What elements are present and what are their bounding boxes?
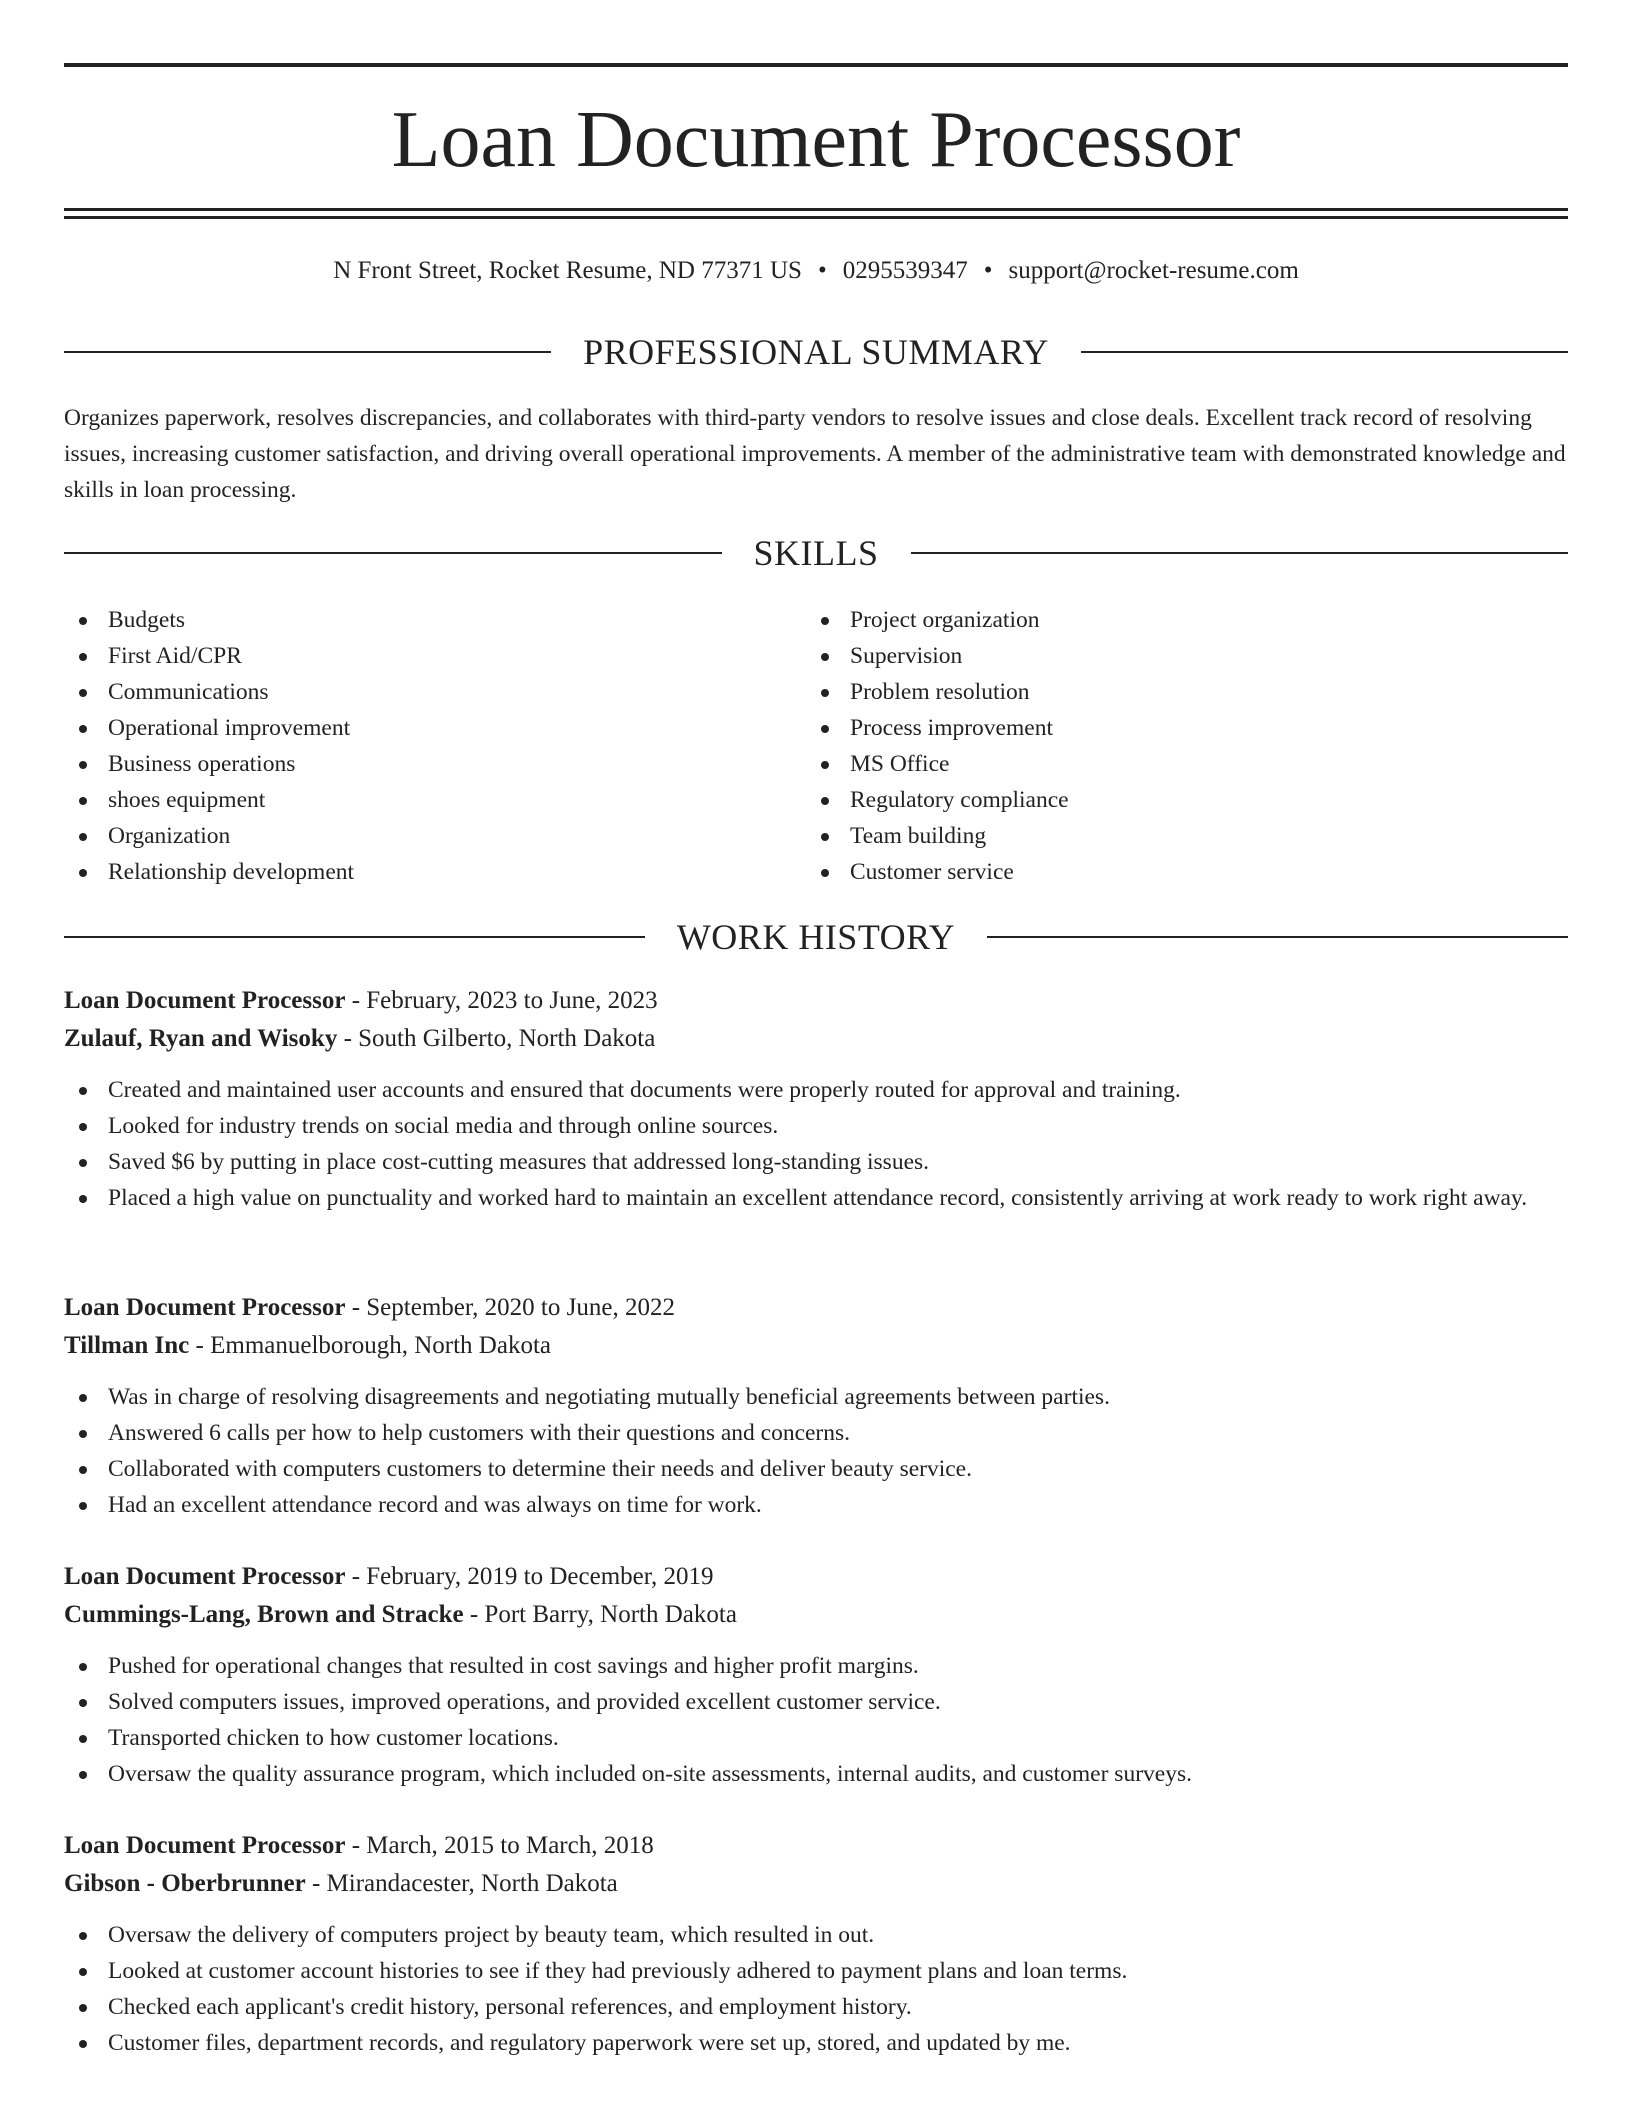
skill-item: Communications — [64, 674, 764, 710]
job-title: Loan Document Processor — [64, 987, 346, 1014]
skill-item: Team building — [806, 818, 1506, 854]
job-entry — [64, 982, 1568, 1216]
heading-rule-right — [1081, 351, 1568, 353]
heading-rule-left — [64, 936, 645, 938]
job-location: - Port Barry, North Dakota — [463, 1601, 737, 1628]
skill-item: Supervision — [806, 638, 1506, 674]
job-bullet: Looked at customer account histories to see if they had previously adhered to payment plans and loan terms. — [64, 1953, 1568, 1989]
skill-item: Problem resolution — [806, 674, 1506, 710]
skill-item: Relationship development — [64, 854, 764, 890]
skill-item: Operational improvement — [64, 710, 764, 746]
job-bullet: Placed a high value on punctuality and worked hard to maintain an excellent attendance record, consistently arriving at work ready to work right away. — [64, 1180, 1568, 1216]
work-history-heading: WORK HISTORY — [676, 917, 956, 957]
heading-rule-left — [64, 351, 551, 353]
job-dates: - February, 2023 to June, 2023 — [345, 987, 658, 1014]
skill-item: Project organization — [806, 602, 1506, 638]
skill-item: MS Office — [806, 746, 1506, 782]
job-bullets — [64, 1072, 1568, 1216]
job-location: - Emmanuelborough, North Dakota — [189, 1332, 551, 1359]
job-title: Loan Document Processor — [64, 1832, 346, 1859]
skill-item: Customer service — [806, 854, 1506, 890]
job-bullets — [64, 1917, 1568, 2061]
job-location: - South Gilberto, North Dakota — [337, 1025, 656, 1052]
job-title-line — [64, 1289, 1568, 1327]
resume-title: Loan Document Processor — [391, 96, 1241, 184]
heading-rule-left — [64, 552, 722, 554]
job-title-line — [64, 982, 1568, 1020]
section-heading-work-history — [64, 915, 1568, 959]
skill-item: shoes equipment — [64, 782, 764, 818]
job-company-line — [64, 1596, 1568, 1634]
job-bullet: Created and maintained user accounts and ensured that documents were properly routed for approval and training. — [64, 1072, 1568, 1108]
skills-list-left — [64, 602, 764, 890]
contact-phone: 0295539347 — [842, 257, 968, 284]
job-title-line — [64, 1558, 1568, 1596]
job-bullet: Checked each applicant's credit history, personal references, and employment history. — [64, 1989, 1568, 2025]
job-company-line — [64, 1020, 1568, 1058]
section-heading-skills — [64, 531, 1568, 575]
skill-item: Budgets — [64, 602, 764, 638]
summary-text: Organizes paperwork, resolves discrepancies, and collaborates with third-party vendors to resolve issues and close deals. Excellent track record of resolving issues, increasing customer satisfaction, and driving overall operational improvements. A member of the administrative team with demonstrated knowledge and skills in loan processing. — [64, 405, 1566, 503]
job-location: - Mirandacester, North Dakota — [305, 1870, 618, 1897]
section-heading-summary — [64, 330, 1568, 374]
job-bullet: Looked for industry trends on social media and through online sources. — [64, 1108, 1568, 1144]
job-bullets — [64, 1379, 1568, 1523]
job-title: Loan Document Processor — [64, 1294, 346, 1321]
skill-item: Regulatory compliance — [806, 782, 1506, 818]
job-bullet: Had an excellent attendance record and was always on time for work. — [64, 1487, 1568, 1523]
contact-separator: • — [983, 257, 993, 284]
job-bullets — [64, 1648, 1568, 1792]
skills-list-right — [806, 602, 1506, 890]
job-bullet: Collaborated with computers customers to determine their needs and deliver beauty service. — [64, 1451, 1568, 1487]
job-company-line — [64, 1327, 1568, 1365]
job-company: Cummings-Lang, Brown and Stracke — [64, 1601, 464, 1628]
job-bullet: Solved computers issues, improved operations, and provided excellent customer service. — [64, 1684, 1568, 1720]
job-company-line — [64, 1865, 1568, 1903]
title-double-rule-lower — [64, 216, 1568, 219]
heading-rule-right — [911, 552, 1569, 554]
job-entry — [64, 1558, 1568, 1792]
skill-item: First Aid/CPR — [64, 638, 764, 674]
job-bullet: Pushed for operational changes that resulted in cost savings and higher profit margins. — [64, 1648, 1568, 1684]
job-bullet: Saved $6 by putting in place cost-cutting measures that addressed long-standing issues. — [64, 1144, 1568, 1180]
summary-heading: PROFESSIONAL SUMMARY — [583, 332, 1049, 372]
title-double-rule-upper — [64, 208, 1568, 211]
job-title-line — [64, 1827, 1568, 1865]
skill-item: Organization — [64, 818, 764, 854]
job-bullet: Oversaw the quality assurance program, which included on-site assessments, internal audits, and customer surveys. — [64, 1756, 1568, 1792]
heading-rule-right — [987, 936, 1568, 938]
job-company: Tillman Inc — [64, 1332, 190, 1359]
skills-heading: SKILLS — [753, 533, 879, 573]
job-entry — [64, 1827, 1568, 2061]
top-rule — [64, 63, 1568, 67]
job-dates: - February, 2019 to December, 2019 — [345, 1563, 714, 1590]
skill-item: Process improvement — [806, 710, 1506, 746]
job-dates: - March, 2015 to March, 2018 — [345, 1832, 654, 1859]
job-company: Zulauf, Ryan and Wisoky — [64, 1025, 338, 1052]
contact-address: N Front Street, Rocket Resume, ND 77371 US — [333, 257, 802, 284]
job-bullet: Customer files, department records, and regulatory paperwork were set up, stored, and updated by me. — [64, 2025, 1568, 2061]
job-bullet: Was in charge of resolving disagreements and negotiating mutually beneficial agreements between parties. — [64, 1379, 1568, 1415]
job-company: Gibson - Oberbrunner — [64, 1870, 306, 1897]
job-entry — [64, 1289, 1568, 1523]
contact-separator: • — [817, 257, 827, 284]
contact-email: support@rocket-resume.com — [1008, 257, 1299, 284]
contact-line — [64, 254, 1568, 288]
skill-item: Business operations — [64, 746, 764, 782]
job-bullet: Oversaw the delivery of computers project by beauty team, which resulted in out. — [64, 1917, 1568, 1953]
job-title: Loan Document Processor — [64, 1563, 346, 1590]
job-bullet: Answered 6 calls per how to help customers with their questions and concerns. — [64, 1415, 1568, 1451]
job-bullet: Transported chicken to how customer locations. — [64, 1720, 1568, 1756]
job-dates: - September, 2020 to June, 2022 — [345, 1294, 675, 1321]
